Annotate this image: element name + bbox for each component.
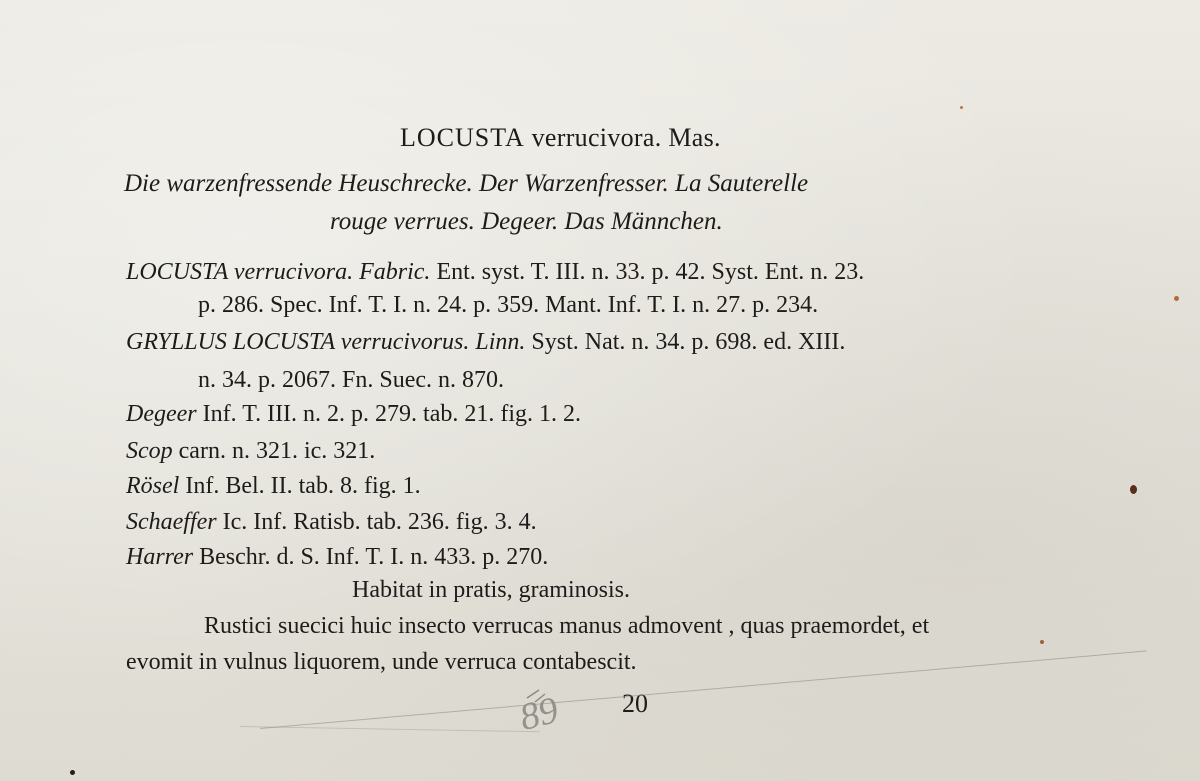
page-title <box>400 124 721 152</box>
reference-text: Ic. Inf. Ratisb. tab. 236. fig. 3. 4. <box>216 509 537 535</box>
reference-line <box>198 366 504 394</box>
reference-line <box>126 400 581 428</box>
paper-speck <box>1130 485 1137 494</box>
habitat-line: Habitat in pratis, graminosis. <box>352 577 630 603</box>
reference-text: Ent. syst. T. III. n. 33. p. 42. Syst. Ent. n. 23. <box>430 259 865 285</box>
description-line-2: evomit in vulnus liquorem, unde verruca contabescit. <box>126 649 637 675</box>
title-rest: verrucivora. Mas. <box>524 123 721 152</box>
title-species: LOCUSTA <box>400 123 525 152</box>
pencil-note: 89 <box>515 689 563 739</box>
reference-line <box>126 472 421 500</box>
paper-speck <box>960 106 963 109</box>
reference-line <box>126 328 845 356</box>
reference-text: Inf. Bel. II. tab. 8. fig. 1. <box>179 473 421 499</box>
reference-line <box>126 508 537 536</box>
reference-text: carn. n. 321. ic. 321. <box>172 438 376 464</box>
reference-author: Scop <box>126 438 173 464</box>
common-names-line-1: Die warzenfressende Heuschrecke. Der Warzenfresser. La Sauterelle <box>124 170 809 197</box>
reference-text: n. 34. p. 2067. Fn. Suec. n. 870. <box>198 367 504 393</box>
reference-author: GRYLLUS LOCUSTA verrucivorus. Linn. <box>126 329 526 355</box>
paper-speck <box>1040 640 1044 644</box>
paper-speck <box>70 770 75 775</box>
reference-text: Beschr. d. S. Inf. T. I. n. 433. p. 270. <box>193 544 549 570</box>
reference-author: LOCUSTA verrucivora. Fabric. <box>126 259 431 285</box>
reference-line <box>126 258 864 286</box>
description-line-1: Rustici suecici huic insecto verrucas manus admovent , quas praemordet, et <box>204 613 930 639</box>
common-names-line-2: rouge verrues. Degeer. Das Männchen. <box>330 208 723 235</box>
reference-author: Harrer <box>126 544 194 570</box>
reference-text: Syst. Nat. n. 34. p. 698. ed. XIII. <box>525 329 846 355</box>
paper-speck <box>1174 296 1179 301</box>
reference-text: p. 286. Spec. Inf. T. I. n. 24. p. 359. Mant. Inf. T. I. n. 27. p. 234. <box>198 292 819 318</box>
reference-line <box>198 291 818 319</box>
reference-text: Inf. T. III. n. 2. p. 279. tab. 21. fig. 1. 2. <box>196 401 582 427</box>
reference-author: Degeer <box>126 401 197 427</box>
reference-author: Schaeffer <box>126 509 217 535</box>
page-number: 20 <box>622 689 648 718</box>
reference-author: Rösel <box>126 473 180 499</box>
paper-crease <box>240 726 540 732</box>
reference-line <box>126 437 375 465</box>
reference-line <box>126 543 548 571</box>
